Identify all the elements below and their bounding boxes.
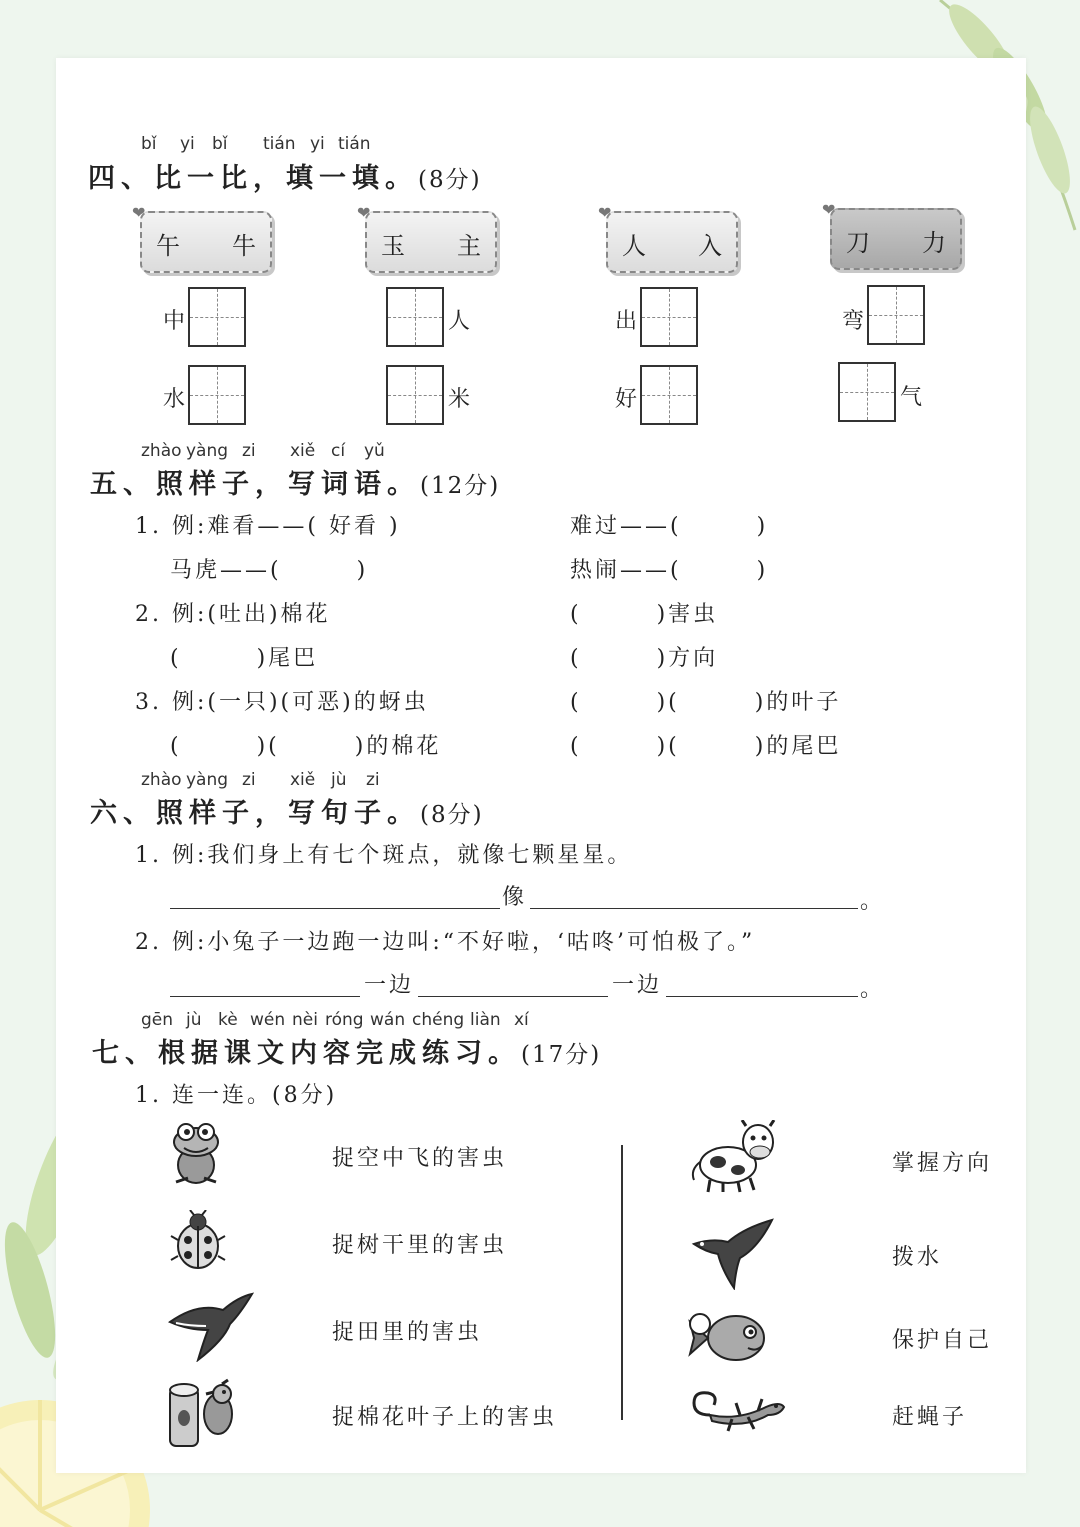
match-item-left: 捉空中飞的害虫 (332, 1146, 508, 1171)
match-item-right: 保护自己 (892, 1328, 993, 1353)
tianzige-box[interactable] (188, 365, 246, 425)
section-title: 四、比一比，填一填。(8分) (88, 163, 482, 194)
pinyin: kè (218, 1010, 238, 1030)
answer-line[interactable] (170, 996, 360, 997)
pinyin: tián (263, 134, 296, 154)
card-char: 人 (622, 232, 646, 260)
pinyin: nèi (292, 1010, 318, 1030)
word-char: 气 (900, 385, 923, 410)
pinyin: róng (325, 1010, 364, 1030)
answer-line[interactable] (666, 996, 858, 997)
exercise-line: 热闹——( ) (570, 558, 769, 583)
pinyin: yàng (186, 770, 229, 790)
tianzige-box[interactable] (838, 362, 896, 422)
card-char: 主 (457, 232, 481, 260)
card-char: 牛 (232, 232, 256, 260)
pinyin: tián (338, 134, 371, 154)
period: 。 (860, 977, 886, 1002)
pinyin: zi (242, 441, 256, 461)
tianzige-box[interactable] (867, 285, 925, 345)
keyword: 像 (502, 885, 528, 910)
word-char: 中 (163, 309, 186, 334)
exercise-line: ( )( )的棉花 (170, 734, 442, 759)
pinyin: cí (331, 441, 346, 461)
tianzige-box[interactable] (386, 365, 444, 425)
pinyin: xiě (290, 441, 316, 461)
match-item-left: 捉树干里的害虫 (332, 1233, 508, 1258)
card-char: 入 (698, 232, 722, 260)
pinyin: yi (180, 134, 195, 154)
card-char: 力 (922, 229, 946, 257)
word-char: 米 (448, 387, 471, 412)
subquestion: 1. 连一连。(8分) (135, 1083, 338, 1108)
pinyin: zi (366, 770, 380, 790)
exercise-line: ( )( )的尾巴 (570, 734, 842, 759)
char-pair-card (132, 203, 272, 273)
section-title: 七、根据课文内容完成练习。(17分) (92, 1038, 602, 1069)
exercise-line: 3. 例:(一只)(可恶)的蚜虫 (135, 690, 429, 715)
char-pair-card (357, 203, 497, 273)
answer-line[interactable] (530, 908, 858, 909)
example-sentence: 2. 例:小兔子一边跑一边叫:“不好啦，‘咕咚’可怕极了。” (135, 930, 756, 955)
heart-icon: ❤ (822, 200, 836, 219)
lizard-icon (688, 1385, 788, 1435)
example-sentence: 1. 例:我们身上有七个斑点，就像七颗星星。 (135, 843, 633, 868)
pinyin: zhào (141, 441, 182, 461)
woodpecker-icon (166, 1378, 246, 1448)
exercise-line: ( )( )的叶子 (570, 690, 842, 715)
pinyin: bǐ (212, 134, 228, 154)
card-char: 刀 (846, 229, 870, 257)
keyword: 一边 (612, 973, 663, 998)
heart-icon: ❤ (598, 203, 612, 222)
pinyin: bǐ (141, 134, 157, 154)
swallow-icon (168, 1292, 254, 1362)
word-char: 水 (163, 387, 186, 412)
section-title: 五、照样子，写词语。(12分) (90, 469, 501, 500)
word-char: 人 (448, 309, 471, 334)
match-item-right: 赶蝇子 (892, 1405, 968, 1430)
pinyin: zhào (141, 770, 182, 790)
answer-line[interactable] (170, 908, 500, 909)
swallow-icon (688, 1218, 774, 1290)
match-item-right: 掌握方向 (892, 1151, 993, 1176)
pinyin: liàn (470, 1010, 501, 1030)
char-pair-card (598, 203, 738, 273)
word-char: 出 (615, 309, 638, 334)
card-char: 午 (156, 232, 180, 260)
frog-icon (166, 1120, 226, 1190)
ladybug-icon (168, 1210, 228, 1275)
cow-icon (688, 1120, 783, 1195)
match-item-right: 拨水 (892, 1245, 943, 1270)
exercise-line: 2. 例:(吐出)棉花 (135, 602, 331, 627)
section-title: 六、照样子，写句子。(8分) (90, 798, 484, 829)
pinyin: jù (331, 770, 347, 790)
column-divider (621, 1145, 623, 1420)
keyword: 一边 (364, 973, 415, 998)
match-item-left: 捉棉花叶子上的害虫 (332, 1405, 558, 1430)
exercise-line: 马虎——( ) (170, 558, 369, 583)
pinyin: yi (310, 134, 325, 154)
pinyin: gēn (141, 1010, 174, 1030)
fish-icon (688, 1306, 774, 1366)
exercise-line: ( )尾巴 (170, 646, 319, 671)
exercise-line: ( )方向 (570, 646, 719, 671)
heart-icon: ❤ (132, 203, 146, 222)
exercise-line: ( )害虫 (570, 602, 719, 627)
match-item-left: 捉田里的害虫 (332, 1320, 483, 1345)
pinyin: yǔ (364, 441, 385, 461)
pinyin: jù (186, 1010, 202, 1030)
char-pair-card (822, 200, 962, 270)
pinyin: xí (514, 1010, 529, 1030)
pinyin: wán (370, 1010, 406, 1030)
word-char: 好 (615, 387, 638, 412)
pinyin: wén (250, 1010, 286, 1030)
tianzige-box[interactable] (640, 287, 698, 347)
tianzige-box[interactable] (640, 365, 698, 425)
period: 。 (860, 889, 886, 914)
pinyin: chéng (412, 1010, 465, 1030)
pinyin: zi (242, 770, 256, 790)
card-char: 玉 (381, 232, 405, 260)
pinyin: yàng (186, 441, 229, 461)
tianzige-box[interactable] (188, 287, 246, 347)
tianzige-box[interactable] (386, 287, 444, 347)
exercise-line: 难过——( ) (570, 514, 769, 539)
word-char: 弯 (842, 309, 865, 334)
pinyin: xiě (290, 770, 316, 790)
heart-icon: ❤ (357, 203, 371, 222)
exercise-line: 1. 例:难看——( 好看 ) (135, 514, 401, 539)
answer-line[interactable] (418, 996, 608, 997)
